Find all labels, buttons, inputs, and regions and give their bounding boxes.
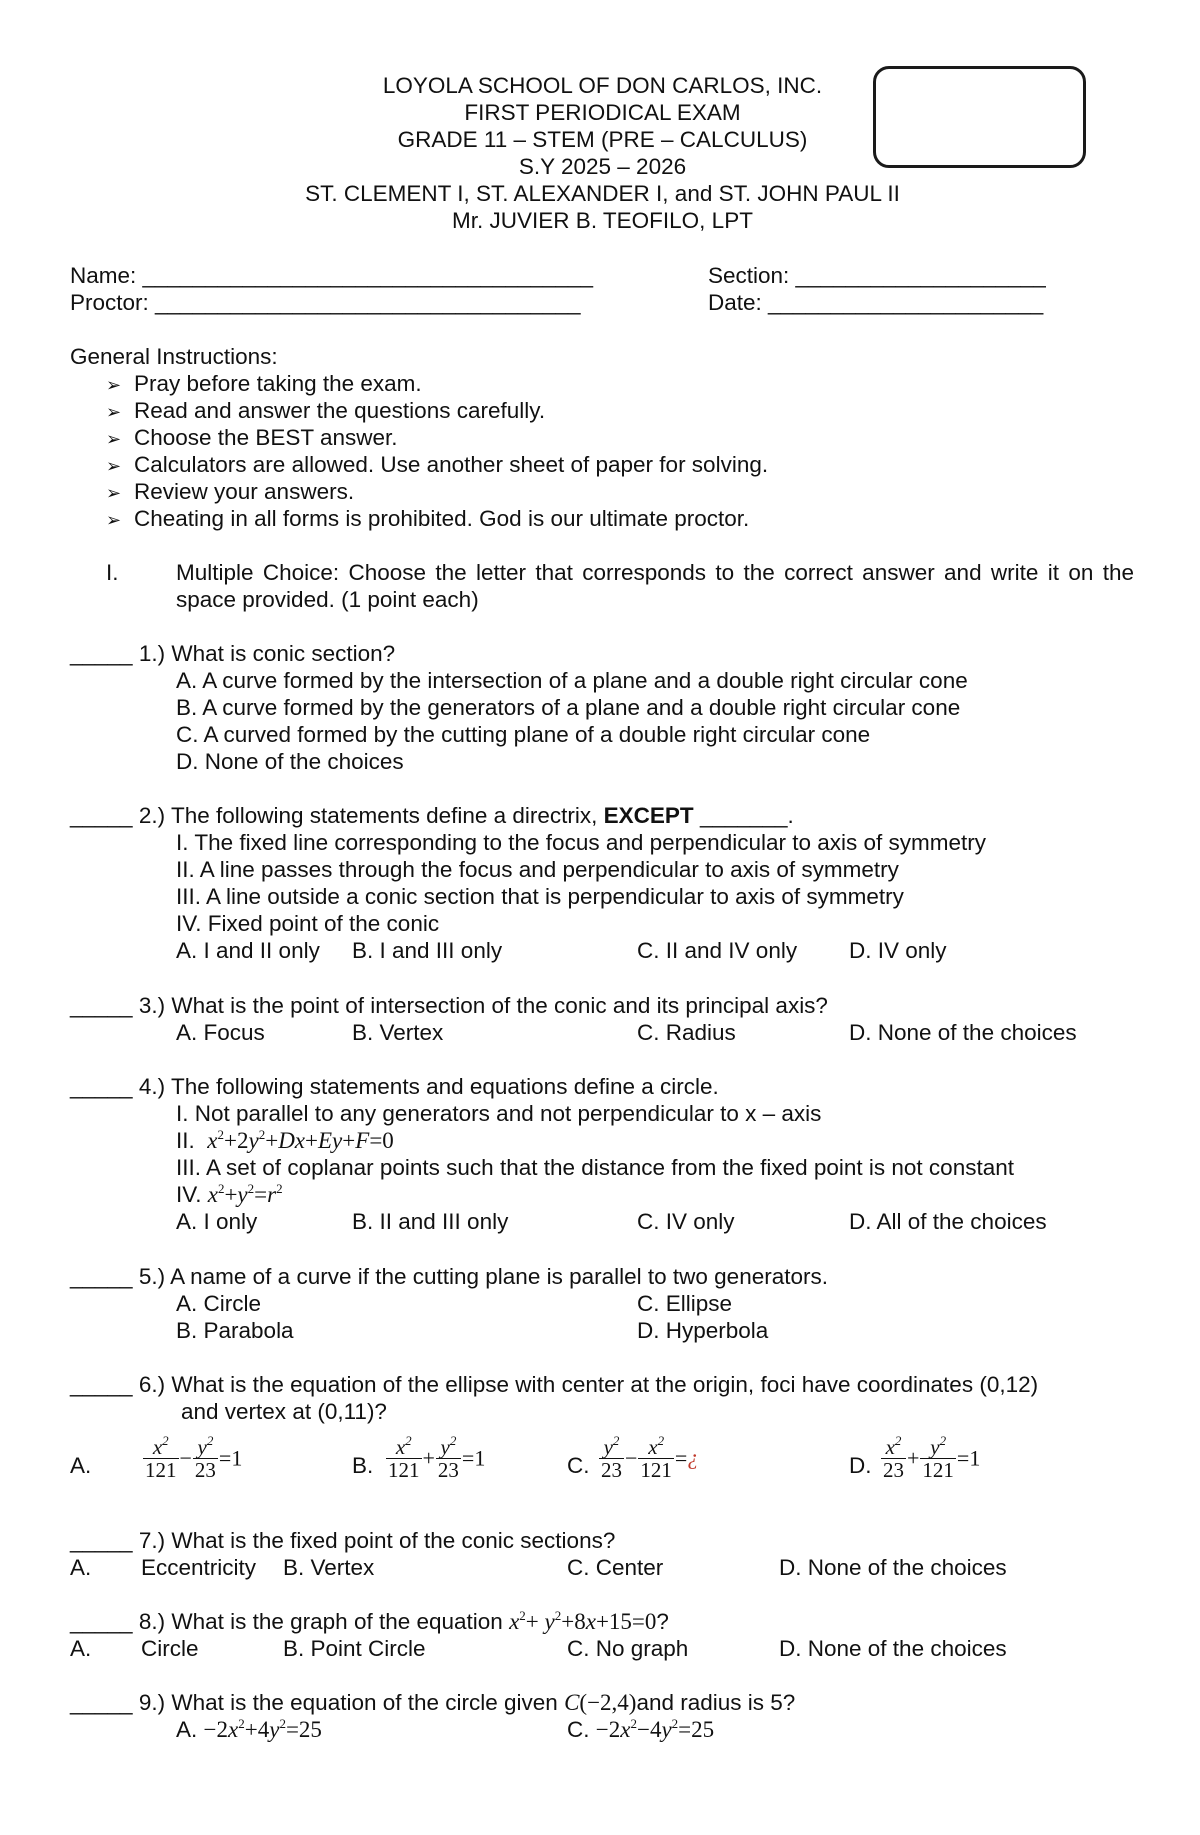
- equation-choice-c: $\frac{y^2}{23}$ − $\frac{x^2}{121}$ =¿: [601, 1433, 699, 1482]
- statement: I. Not parallel to any generators and not perpendicular to x – axis: [176, 1101, 822, 1126]
- equation: $x^2+ y^2+8x+15=0$: [509, 1608, 657, 1634]
- answer-blank: _____: [70, 803, 133, 828]
- choice: A. A curve formed by the intersection of a plane and a double right circular cone: [176, 668, 968, 693]
- part-instructions: Multiple Choice: Choose the letter that corresponds to the correct answer and write it on the space provided. (1 point each): [176, 560, 1134, 612]
- equation-choice-d: $\frac{x^2}{23}$ + $\frac{y^2}{121}$ =1: [883, 1433, 981, 1482]
- choice: B. I and III only: [352, 938, 503, 963]
- choice-label: C.: [567, 1453, 590, 1478]
- choice: A. Circle: [176, 1291, 262, 1316]
- choice: C. Ellipse: [637, 1291, 733, 1316]
- arrowhead-bullet-icon: ➢: [106, 483, 122, 503]
- choice: D. None of the choices: [849, 1020, 1077, 1045]
- choice-label: B.: [352, 1453, 374, 1478]
- choice-label: A.: [70, 1636, 92, 1661]
- arrowhead-bullet-icon: ➢: [106, 510, 122, 530]
- arrowhead-bullet-icon: ➢: [106, 429, 122, 449]
- answer-blank: _____: [70, 1609, 133, 1634]
- section-field: Section: ____________________: [708, 263, 1046, 288]
- exam-title: FIRST PERIODICAL EXAM: [464, 100, 741, 125]
- choice-label: D.: [849, 1453, 872, 1478]
- instruction-item: ➢ Choose the BEST answer.: [106, 424, 398, 453]
- choice: B. Vertex: [352, 1020, 444, 1045]
- equation: $x^2+2y^2+Dx+Ey+F=0$: [207, 1127, 394, 1153]
- equation: $x^2+y^2=r^2$: [207, 1181, 283, 1207]
- instruction-item: ➢ Calculators are allowed. Use another sheet of paper for solving.: [106, 451, 768, 480]
- arrowhead-bullet-icon: ➢: [106, 375, 122, 395]
- answer-blank: _____: [70, 1074, 133, 1099]
- answer-blank: _____: [70, 1528, 133, 1553]
- choice: C. IV only: [637, 1209, 735, 1234]
- statement: I. The fixed line corresponding to the focus and perpendicular to axis of symmetry: [176, 830, 987, 855]
- choice: Circle: [141, 1636, 199, 1661]
- answer-blank: _____: [70, 1372, 133, 1397]
- sections-line: ST. CLEMENT I, ST. ALEXANDER I, and ST. JOHN PAUL II: [305, 181, 900, 206]
- arrowhead-bullet-icon: ➢: [106, 456, 122, 476]
- proctor-field: Proctor: __________________________________: [70, 290, 581, 315]
- choice: A. I and II only: [176, 938, 320, 963]
- equation: C(−2,4): [564, 1690, 637, 1715]
- question-6-continuation: and vertex at (0,11)?: [181, 1399, 387, 1424]
- statement: IV. Fixed point of the conic: [176, 911, 440, 936]
- statement: IV. $x^2+y^2=r^2$: [176, 1181, 283, 1207]
- arrowhead-bullet-icon: ➢: [106, 402, 122, 422]
- date-field: Date: ______________________: [708, 290, 1044, 315]
- statement: III. A line outside a conic section that is perpendicular to axis of symmetry: [176, 884, 904, 909]
- choice-label: A.: [70, 1453, 92, 1478]
- equation: $-2x^2-4y^2=25$: [595, 1716, 715, 1742]
- choice: B. II and III only: [352, 1209, 509, 1234]
- choice: D. None of the choices: [176, 749, 404, 774]
- choice: A. Focus: [176, 1020, 265, 1045]
- teacher-name: Mr. JUVIER B. TEOFILO, LPT: [452, 208, 753, 233]
- name-field: Name: ____________________________________: [70, 263, 594, 288]
- answer-blank: _____: [70, 993, 133, 1018]
- grade-subject: GRADE 11 – STEM (PRE – CALCULUS): [397, 127, 808, 152]
- question-8: _____ 8.) What is the graph of the equation $x^2+ y^2+8x+15=0$?: [70, 1608, 669, 1634]
- question-7: _____ 7.) What is the fixed point of the conic sections?: [70, 1528, 616, 1553]
- choice: A. $-2x^2+4y^2=25$: [176, 1716, 322, 1742]
- answer-blank: _____: [70, 1264, 133, 1289]
- part-numeral: I.: [106, 560, 119, 585]
- question-2: _____ 2.) The following statements define a directrix, EXCEPT _______.: [70, 803, 794, 828]
- choice: D. None of the choices: [779, 1636, 1007, 1661]
- question-6: _____ 6.) What is the equation of the ellipse with center at the origin, foci have coordinates (0,12): [70, 1372, 1039, 1397]
- statement: II. A line passes through the focus and perpendicular to axis of symmetry: [176, 857, 899, 882]
- choice: C. No graph: [567, 1636, 689, 1661]
- instruction-item: ➢ Read and answer the questions carefully.: [106, 397, 545, 426]
- choice: C. $-2x^2-4y^2=25$: [567, 1716, 715, 1742]
- statement: II. $x^2+2y^2+Dx+Ey+F=0$: [176, 1127, 394, 1153]
- question-9: _____ 9.) What is the equation of the circle given C(−2,4)and radius is 5?: [70, 1690, 796, 1715]
- answer-blank: _____: [70, 641, 133, 666]
- question-4: _____ 4.) The following statements and equations define a circle.: [70, 1074, 719, 1099]
- choice-label: A.: [70, 1555, 92, 1580]
- choice: B. A curve formed by the generators of a plane and a double right circular cone: [176, 695, 961, 720]
- choice: B. Parabola: [176, 1318, 294, 1343]
- equation-choice-a: $\frac{x^2}{121}$ − $\frac{y^2}{23}$ =1: [145, 1433, 243, 1482]
- equation: $-2x^2+4y^2=25$: [203, 1716, 322, 1742]
- choice: B. Vertex: [283, 1555, 375, 1580]
- choice: D. Hyperbola: [637, 1318, 769, 1343]
- statement: III. A set of coplanar points such that the distance from the fixed point is not constant: [176, 1155, 1014, 1180]
- choice: C. Center: [567, 1555, 664, 1580]
- choice: C. II and IV only: [637, 938, 798, 963]
- answer-blank: _____: [70, 1690, 133, 1715]
- instructions-title: General Instructions:: [70, 344, 278, 369]
- instruction-item: ➢ Pray before taking the exam.: [106, 370, 422, 399]
- choice: C. Radius: [637, 1020, 736, 1045]
- school-year: S.Y 2025 – 2026: [518, 154, 687, 179]
- choice: D. None of the choices: [779, 1555, 1007, 1580]
- choice: C. A curved formed by the cutting plane of a double right circular cone: [176, 722, 871, 747]
- choice: B. Point Circle: [283, 1636, 426, 1661]
- instruction-item: ➢ Review your answers.: [106, 478, 354, 507]
- question-5: _____ 5.) A name of a curve if the cutting plane is parallel to two generators.: [70, 1264, 828, 1289]
- choice: D. IV only: [849, 938, 947, 963]
- question-3: _____ 3.) What is the point of intersection of the conic and its principal axis?: [70, 993, 828, 1018]
- school-name: LOYOLA SCHOOL OF DON CARLOS, INC.: [382, 73, 823, 98]
- choice: D. All of the choices: [849, 1209, 1047, 1234]
- instruction-item: ➢ Cheating in all forms is prohibited. God is our ultimate proctor.: [106, 505, 749, 534]
- choice: A. I only: [176, 1209, 258, 1234]
- equation-choice-b: $\frac{x^2}{121}$ + $\frac{y^2}{23}$ =1: [388, 1433, 486, 1482]
- choice: Eccentricity: [141, 1555, 257, 1580]
- question-1: _____ 1.) What is conic section?: [70, 641, 396, 666]
